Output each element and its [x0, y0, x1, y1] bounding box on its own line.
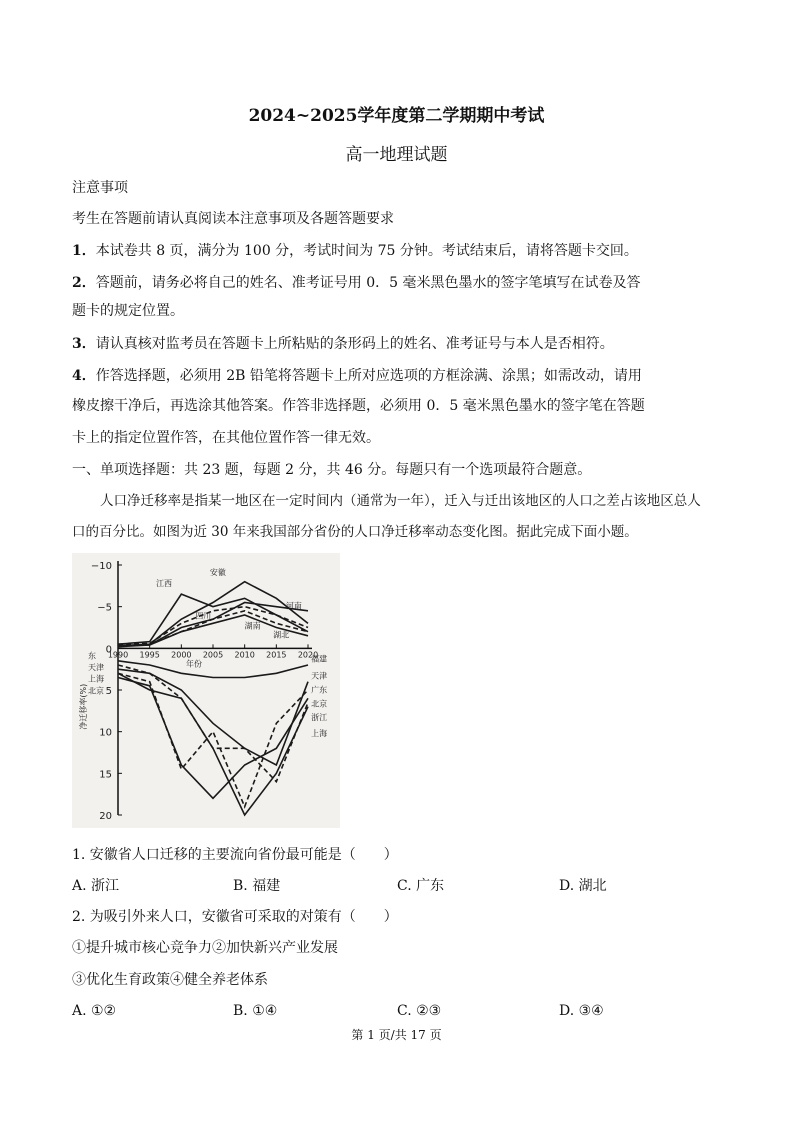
- notice-item-2-cont: 题卡的规定位置。: [72, 303, 184, 319]
- x-tick-label: 2000: [171, 650, 192, 660]
- notice-item-4-cont2: 卡上的指定位置作答，在其他位置作答一律无效。: [72, 430, 380, 446]
- x-tick-label: 2010: [234, 650, 255, 660]
- migration-chart: [72, 553, 340, 828]
- series-label-湖南: 湖南: [244, 621, 261, 631]
- x-tick-label: 2005: [202, 650, 224, 660]
- page-footer: 第 1 页/共 17 页: [351, 1028, 442, 1042]
- question-2-line-2: ③优化生育政策④健全养老体系: [72, 972, 268, 988]
- series-label-广东: 广东: [311, 685, 328, 695]
- y-axis-label: 净迁移率(%): [79, 683, 88, 730]
- y-tick-label: 10: [99, 727, 112, 739]
- series-label-浙江: 浙江: [311, 713, 328, 722]
- series-label-天津: 天津: [311, 671, 328, 681]
- notice-item-text: 答题前，请务必将自己的姓名、准考证号用 0．5 毫米黑色墨水的签字笔填写在试卷及答: [95, 275, 641, 291]
- series-label-江西: 江西: [156, 578, 172, 588]
- notice-item-4: [72, 366, 642, 386]
- question-1-stem: 1. 安徽省人口迁移的主要流向省份最可能是（ ）: [72, 847, 398, 863]
- question-2-option-b[interactable]: B. ①④: [233, 1003, 278, 1019]
- series-line-天津: [118, 669, 308, 765]
- series-label-河南: 河南: [285, 601, 302, 611]
- series-label-湖北: 湖北: [273, 630, 290, 640]
- notice-intro: 考生在答题前请认真阅读本注意事项及各题答题要求: [72, 211, 394, 227]
- notice-item-text: 请认真核对监考员在答题卡上所粘贴的条形码上的姓名、准考证号与本人是否相符。: [95, 336, 614, 352]
- notice-item-4-cont1: 橡皮擦干净后，再选涂其他答案。作答非选择题，必须用 0．5 毫米黑色墨水的签字笔在答题: [72, 398, 645, 414]
- question-2-option-a[interactable]: A. ①②: [72, 1003, 117, 1019]
- series-line-福建: [118, 661, 308, 678]
- series-line-北京: [118, 678, 308, 799]
- passage-line-2: 口的百分比。如图为近 30 年来我国部分省份的人口净迁移率动态变化图。据此完成下面小题。: [72, 524, 638, 540]
- notice-item-2: [72, 273, 640, 293]
- question-1-option-a[interactable]: A. 浙江: [72, 878, 120, 894]
- exam-title: 2024~2025学年度第二学期期中考试: [248, 106, 545, 126]
- notice-item-num: 1．: [72, 243, 96, 259]
- notice-heading: 注意事项: [72, 180, 128, 196]
- notice-item-text: 本试卷共 8 页，满分为 100 分，考试时间为 75 分钟。考试结束后，请将答题卡交回。: [95, 243, 638, 259]
- y-tick-label: 15: [99, 769, 112, 781]
- notice-item-num: 2．: [72, 275, 96, 291]
- question-2-line-1: ①提升城市核心竞争力②加快新兴产业发展: [72, 940, 338, 956]
- question-1-option-d[interactable]: D. 湖北: [559, 878, 607, 894]
- series-label-上海: 上海: [311, 728, 328, 738]
- series-line-广东: [118, 673, 308, 806]
- x-tick-label: 1995: [139, 650, 160, 660]
- question-1-option-c[interactable]: C. 广东: [397, 878, 445, 894]
- series-label-四川: 四川: [195, 611, 212, 621]
- x-axis-label: 年份: [186, 659, 202, 669]
- question-2-option-d[interactable]: D. ③④: [559, 1003, 604, 1019]
- notice-item-1: [72, 241, 638, 261]
- question-1-option-b[interactable]: B. 福建: [233, 878, 281, 894]
- notice-item-text: 作答选择题，必须用 2B 铅笔将答题卡上所对应选项的方框涂满、涂黑；如需改动，请用: [95, 368, 642, 384]
- left-series-label: 天津: [88, 663, 104, 672]
- series-label-北京: 北京: [311, 699, 328, 709]
- section-heading: 一、单项选择题：共 23 题，每题 2 分，共 46 分。每题只有一个选项最符合题意。: [72, 462, 592, 478]
- y-tick-label: −10: [90, 561, 112, 572]
- question-2-option-c[interactable]: C. ②③: [397, 1003, 442, 1019]
- x-tick-label: 1990: [107, 650, 129, 660]
- question-2-stem: 2. 为吸引外来人口，安徽省可采取的对策有（ ）: [72, 909, 398, 925]
- exam-subtitle: 高一地理试题: [345, 145, 448, 165]
- notice-item-num: 4．: [72, 368, 96, 384]
- y-tick-label: 20: [99, 811, 112, 822]
- x-tick-label: 2020: [297, 650, 319, 660]
- y-tick-label: 0: [105, 644, 112, 656]
- series-label-安徽: 安徽: [209, 568, 226, 577]
- series-label-福建: 福建: [311, 654, 328, 664]
- x-tick-label: 2015: [266, 650, 287, 660]
- migration-chart-svg: [72, 553, 340, 828]
- left-series-label: 东: [88, 651, 96, 661]
- left-series-label: 北京: [88, 686, 104, 696]
- left-series-label: 上海: [88, 674, 104, 684]
- notice-item-3: [72, 334, 614, 354]
- passage-line-1: 人口净迁移率是指某一地区在一定时间内（通常为一年），迁入与迁出该地区的人口之差占该地区总人: [100, 493, 701, 509]
- y-tick-label: −5: [97, 602, 112, 614]
- notice-item-num: 3．: [72, 336, 96, 352]
- y-tick-label: 5: [105, 686, 112, 697]
